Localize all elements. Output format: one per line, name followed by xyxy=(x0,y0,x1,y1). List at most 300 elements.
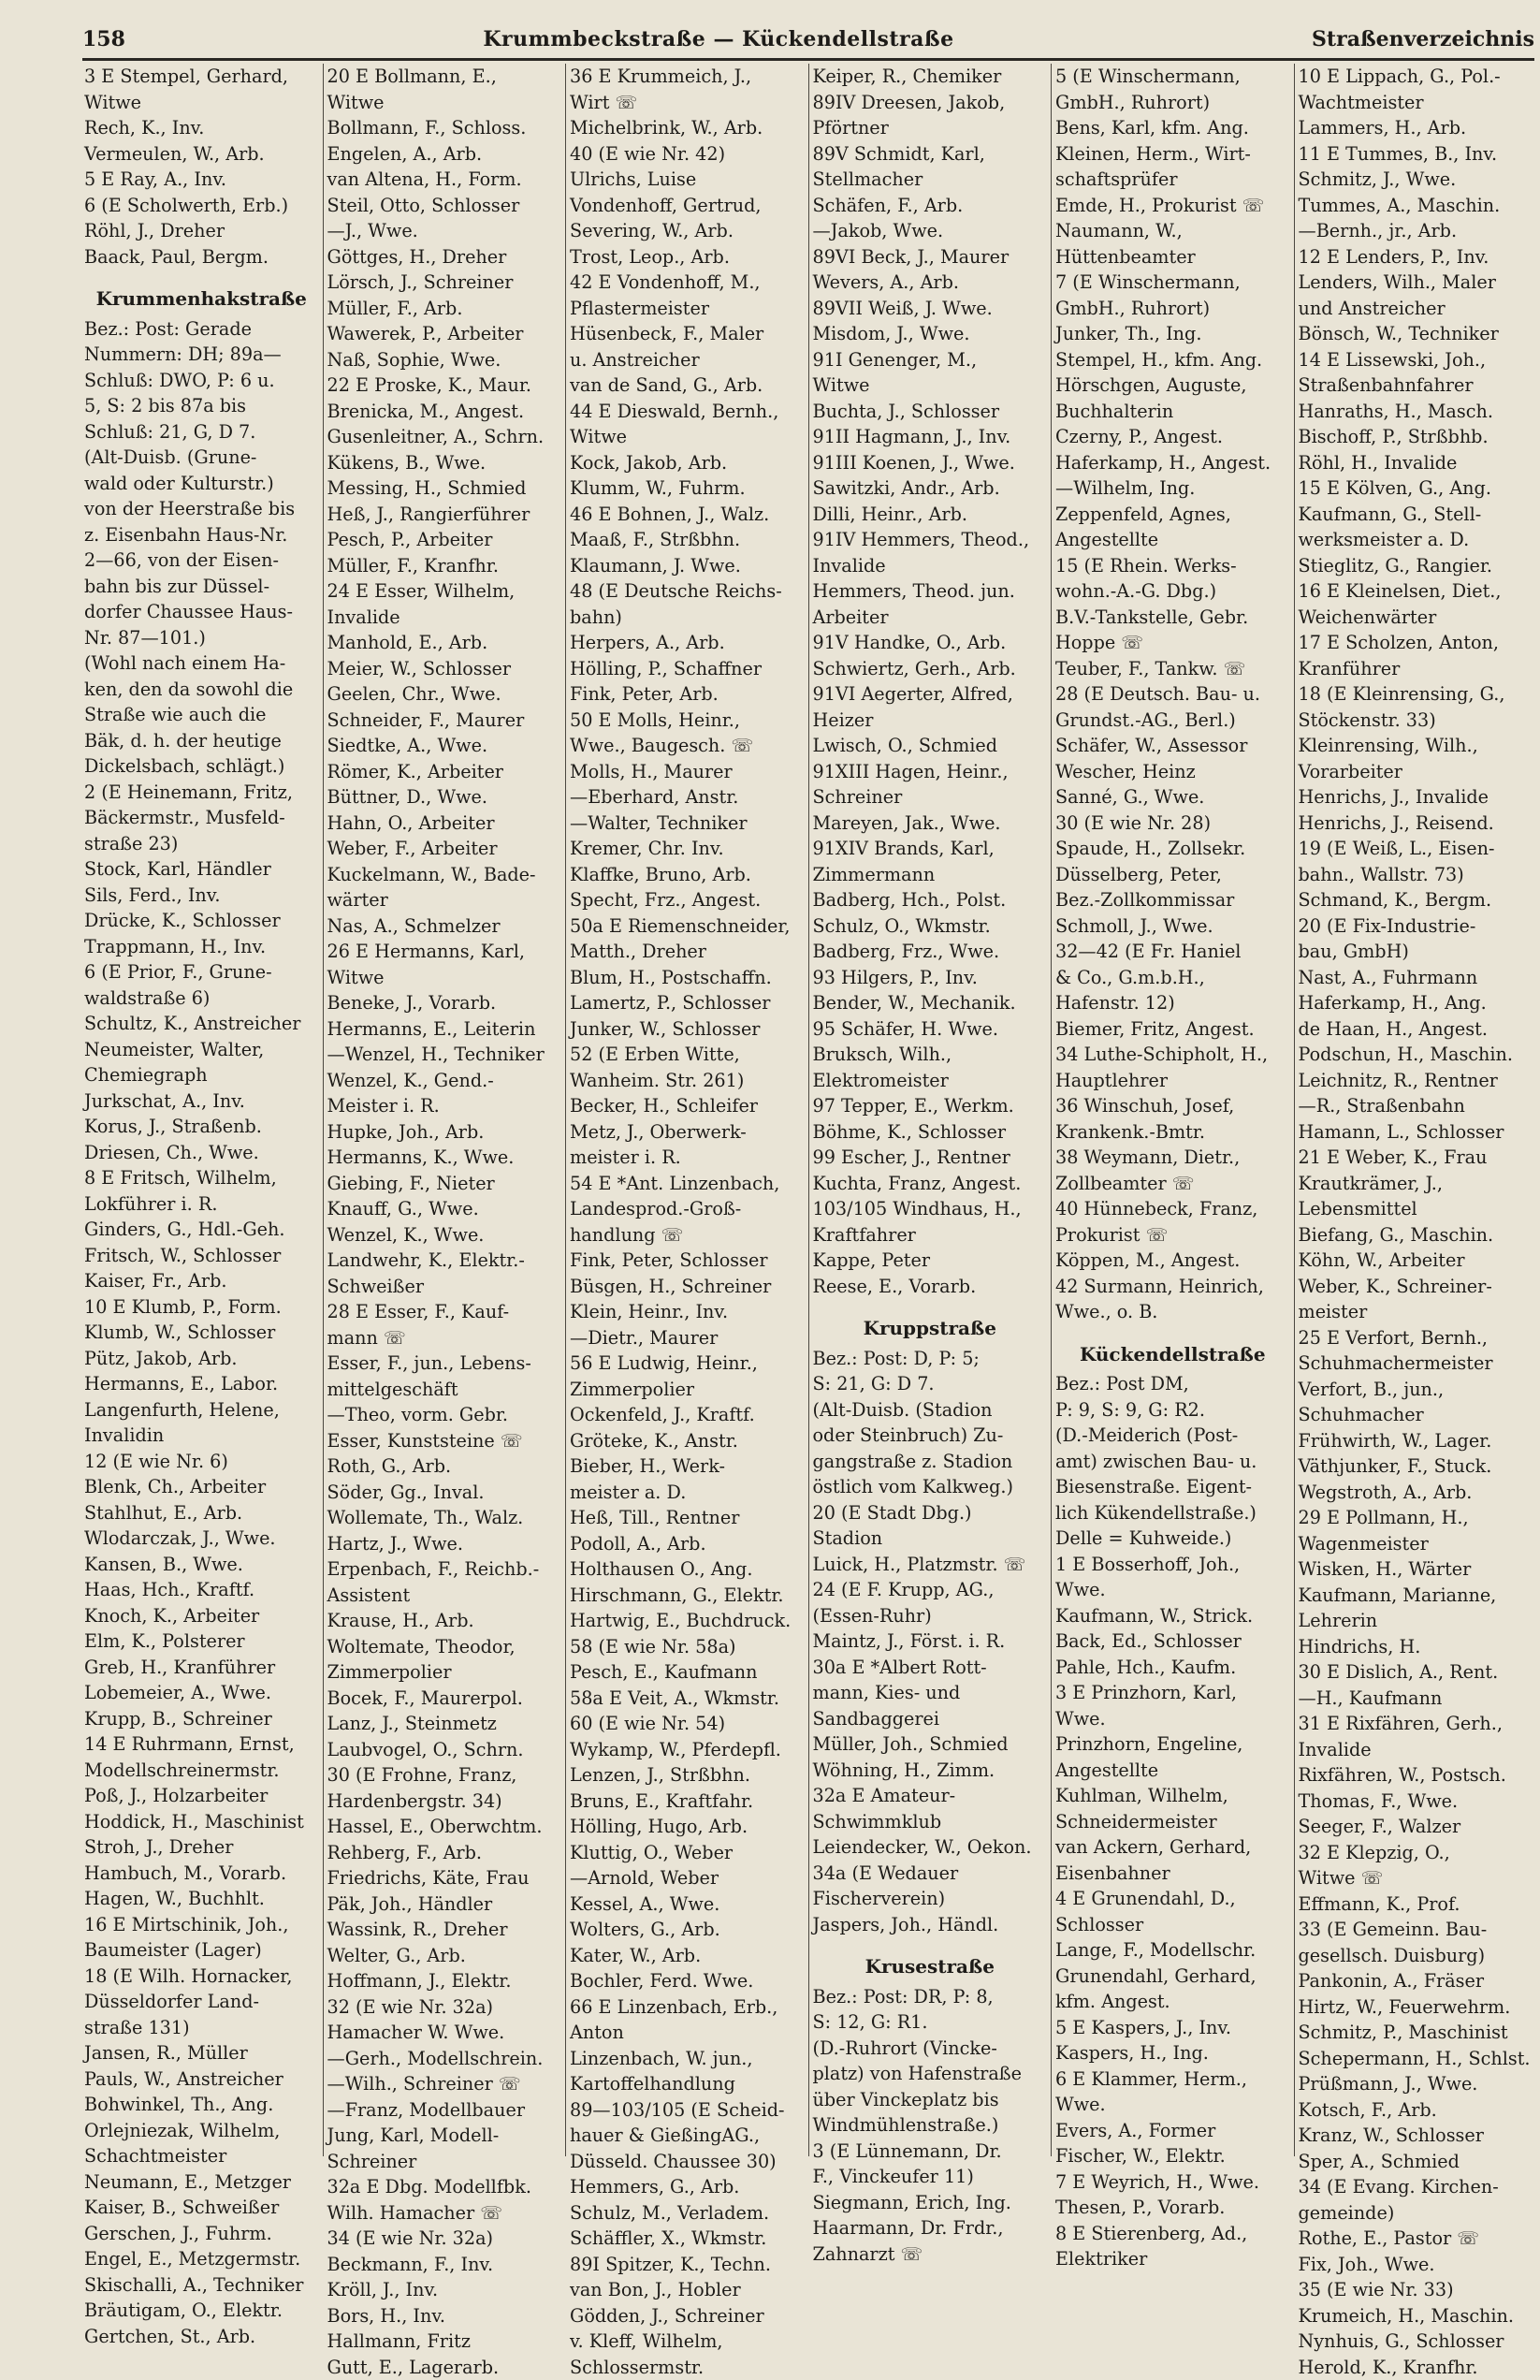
directory-entry: Stöckenstr. 33) xyxy=(1299,708,1533,734)
directory-entry: 26 E Hermanns, Karl, xyxy=(327,939,562,965)
directory-entry: Röhl, J., Dreher xyxy=(84,218,319,244)
directory-entry: Naumann, W., xyxy=(1055,218,1290,244)
directory-entry: Wolters, G., Arb. xyxy=(570,1917,805,1943)
directory-entry: Schweißer xyxy=(327,1274,562,1300)
directory-entry: Schwiertz, Gerh., Arb. xyxy=(813,656,1048,682)
directory-entry: Zeppenfeld, Agnes, xyxy=(1055,502,1290,528)
directory-entry: 58 (E wie Nr. 58a) xyxy=(570,1634,805,1660)
directory-entry: 42 E Vondenhoff, M., xyxy=(570,270,805,296)
directory-entry: Anton xyxy=(570,2020,805,2046)
directory-entry: 44 E Dieswald, Bernh., xyxy=(570,399,805,425)
directory-entry: Modellschreinermstr. xyxy=(84,1758,319,1784)
directory-entry: (Alt-Duisb. (Grune- xyxy=(84,445,319,471)
directory-entry: Landesprod.-Groß- xyxy=(570,1196,805,1222)
directory-entry: Mareyen, Jak., Wwe. xyxy=(813,810,1048,837)
directory-entry: van de Sand, G., Arb. xyxy=(570,372,805,399)
directory-entry: Hamacher W. Wwe. xyxy=(327,2020,562,2046)
page-title: Krummbeckstraße — Kückendellstraße xyxy=(483,27,953,51)
directory-entry: Hallmann, Fritz xyxy=(327,2329,562,2355)
directory-entry: Nummern: DH; 89a— xyxy=(84,342,319,368)
directory-entry: 32a E Dbg. Modellfbk. xyxy=(327,2174,562,2200)
directory-entry: hauer & GießingAG., xyxy=(570,2123,805,2149)
directory-entry: Hagen, W., Buchhlt. xyxy=(84,1886,319,1912)
directory-entry: Schmitz, J., Wwe. xyxy=(1299,167,1533,193)
directory-entry: 91VI Aegerter, Alfred, xyxy=(813,681,1048,708)
directory-entry: Kotsch, F., Arb. xyxy=(1299,2097,1533,2124)
directory-entry: Schäffler, X., Wkmstr. xyxy=(570,2226,805,2252)
directory-entry: 12 E Lenders, P., Inv. xyxy=(1299,244,1533,270)
directory-entry: 91IV Hemmers, Theod., xyxy=(813,527,1048,553)
directory-entry: Wescher, Heinz xyxy=(1055,759,1290,785)
directory-entry: Gröteke, K., Anstr. xyxy=(570,1428,805,1454)
directory-entry: 10 E Lippach, G., Pol.- xyxy=(1299,64,1533,90)
directory-entry: 24 E Esser, Wilhelm, xyxy=(327,578,562,605)
directory-entry: Jung, Karl, Modell- xyxy=(327,2123,562,2149)
directory-entry: Wlodarczak, J., Wwe. xyxy=(84,1526,319,1552)
directory-entry: Neumann, E., Metzger xyxy=(84,2169,319,2196)
directory-entry: Witwe ☏ xyxy=(1299,1865,1533,1891)
directory-entry: (Alt-Duisb. (Stadion xyxy=(813,1397,1048,1424)
directory-entry: Hafenstr. 12) xyxy=(1055,990,1290,1016)
directory-entry: Witwe xyxy=(327,90,562,116)
directory-entry: Schachtmeister xyxy=(84,2143,319,2169)
directory-entry: Kaufmann, G., Stell- xyxy=(1299,502,1533,528)
directory-entry: Invalide xyxy=(327,605,562,631)
directory-entry: 6 (E Scholwerth, Erb.) xyxy=(84,193,319,219)
directory-entry: Blenk, Ch., Arbeiter xyxy=(84,1474,319,1500)
directory-entry: Leiendecker, W., Oekon. xyxy=(813,1834,1048,1861)
directory-entry: Wenzel, K., Gend.- xyxy=(327,1068,562,1094)
directory-entry: 91II Hagmann, J., Inv. xyxy=(813,424,1048,450)
directory-entry: werksmeister a. D. xyxy=(1299,527,1533,553)
directory-entry: Kessel, A., Wwe. xyxy=(570,1891,805,1918)
directory-entry: 32 E Klepzig, O., xyxy=(1299,1840,1533,1866)
directory-entry: Dickelsbach, schlägt.) xyxy=(84,753,319,780)
directory-entry: Bruns, E., Kraftfahr. xyxy=(570,1789,805,1815)
street-heading: Krusestraße xyxy=(813,1954,1048,1980)
directory-entry: Herpers, A., Arb. xyxy=(570,630,805,656)
directory-entry: Blum, H., Postschaffn. xyxy=(570,965,805,991)
directory-entry: Lokführer i. R. xyxy=(84,1191,319,1218)
directory-entry: Nynhuis, G., Schlosser xyxy=(1299,2329,1533,2355)
directory-entry: 95 Schäfer, H. Wwe. xyxy=(813,1016,1048,1043)
directory-entry: 21 E Weber, K., Frau xyxy=(1299,1145,1533,1171)
directory-entry: Angestellte xyxy=(1055,527,1290,553)
directory-entry: 60 (E wie Nr. 54) xyxy=(570,1711,805,1737)
directory-entry: Thesen, P., Vorarb. xyxy=(1055,2195,1290,2221)
directory-entry: Prüßmann, J., Wwe. xyxy=(1299,2071,1533,2097)
directory-entry: 50 E Molls, Heinr., xyxy=(570,708,805,734)
directory-entry: Arbeiter xyxy=(813,605,1048,631)
directory-entry: v. Kleff, Wilhelm, xyxy=(570,2329,805,2355)
directory-entry: Wevers, A., Arb. xyxy=(813,270,1048,296)
directory-entry: 15 (E Rhein. Werks- xyxy=(1055,553,1290,579)
directory-entry: Bäk, d. h. der heutige xyxy=(84,728,319,754)
directory-entry: 34a (E Wedauer xyxy=(813,1861,1048,1887)
directory-entry: Pesch, P., Arbeiter xyxy=(327,527,562,553)
directory-entry: 5 E Kaspers, J., Inv. xyxy=(1055,2015,1290,2041)
directory-entry: Klumm, W., Fuhrm. xyxy=(570,475,805,502)
directory-entry: 89VI Beck, J., Maurer xyxy=(813,244,1048,270)
directory-entry: Bruksch, Wilh., xyxy=(813,1042,1048,1068)
directory-entry: Knoch, K., Arbeiter xyxy=(84,1603,319,1629)
directory-entry: östlich vom Kalkweg.) xyxy=(813,1474,1048,1500)
directory-entry: Hardenbergstr. 34) xyxy=(327,1789,562,1815)
directory-entry: Wanheim. Str. 261) xyxy=(570,1068,805,1094)
directory-entry: Kleinrensing, Wilh., xyxy=(1299,733,1533,759)
directory-entry: Korus, J., Straßenb. xyxy=(84,1114,319,1140)
directory-entry: Biefang, G., Maschin. xyxy=(1299,1222,1533,1248)
directory-entry: Schlossermstr. xyxy=(570,2355,805,2380)
directory-entry: Hüttenbeamter xyxy=(1055,244,1290,270)
directory-entry: Wwe., o. B. xyxy=(1055,1299,1290,1325)
directory-entry: Bochler, Ferd. Wwe. xyxy=(570,1968,805,1994)
directory-entry: Gödden, J., Schreiner xyxy=(570,2303,805,2329)
directory-entry: Metz, J., Oberwerk- xyxy=(570,1119,805,1146)
directory-entry: Hartz, J., Wwe. xyxy=(327,1531,562,1557)
directory-entry: Bender, W., Mechanik. xyxy=(813,990,1048,1016)
directory-entry: Pflastermeister xyxy=(570,296,805,322)
directory-entry: Thomas, F., Wwe. xyxy=(1299,1789,1533,1815)
directory-entry: Fischerverein) xyxy=(813,1886,1048,1912)
directory-entry: ken, den da sowohl die xyxy=(84,677,319,703)
column-4 xyxy=(809,64,1053,2156)
directory-entry: Wöhning, H., Zimm. xyxy=(813,1758,1048,1784)
directory-entry: Heizer xyxy=(813,708,1048,734)
directory-entry: 35 (E wie Nr. 33) xyxy=(1299,2277,1533,2303)
directory-entry: Driesen, Ch., Wwe. xyxy=(84,1140,319,1166)
directory-entry: Meister i. R. xyxy=(327,1093,562,1119)
directory-entry: 17 E Scholzen, Anton, xyxy=(1299,630,1533,656)
directory-entry: Kraftfahrer xyxy=(813,1222,1048,1248)
directory-entry: Fix, Joh., Wwe. xyxy=(1299,2252,1533,2278)
directory-entry: 93 Hilgers, P., Inv. xyxy=(813,965,1048,991)
directory-entry: 28 E Esser, F., Kauf- xyxy=(327,1299,562,1325)
directory-entry: 32a E Amateur- xyxy=(813,1783,1048,1809)
directory-entry: 36 E Krummeich, J., xyxy=(570,64,805,90)
directory-entry: Prokurist ☏ xyxy=(1055,1222,1290,1248)
directory-entry: gemeinde) xyxy=(1299,2200,1533,2227)
directory-entry: Wykamp, W., Pferdepfl. xyxy=(570,1737,805,1763)
directory-entry: Wollemate, Th., Walz. xyxy=(327,1505,562,1531)
directory-entry: Lebensmittel xyxy=(1299,1196,1533,1222)
directory-entry: (D.-Meiderich (Post- xyxy=(1055,1423,1290,1449)
directory-entry: Henrichs, J., Invalide xyxy=(1299,784,1533,810)
directory-entry: 33 (E Gemeinn. Bau- xyxy=(1299,1917,1533,1943)
directory-entry: über Vinckeplatz bis xyxy=(813,2087,1048,2113)
directory-entry: Pahle, Hch., Kaufm. xyxy=(1055,1655,1290,1681)
directory-entry: mann ☏ xyxy=(327,1325,562,1351)
directory-entry: 89I Spitzer, K., Techn. xyxy=(570,2252,805,2278)
directory-entry: 91III Koenen, J., Wwe. xyxy=(813,450,1048,476)
directory-entry: Hamann, L., Schlosser xyxy=(1299,1119,1533,1146)
directory-entry: meister i. R. xyxy=(570,1145,805,1171)
directory-entry: Jansen, R., Müller xyxy=(84,2040,319,2066)
directory-entry: 46 E Bohnen, J., Walz. xyxy=(570,502,805,528)
directory-entry: Stieglitz, G., Rangier. xyxy=(1299,553,1533,579)
directory-entry: 14 E Lissewski, Joh., xyxy=(1299,347,1533,373)
directory-entry: B.V.-Tankstelle, Gebr. xyxy=(1055,605,1290,631)
directory-entry: GmbH., Ruhrort) xyxy=(1055,296,1290,322)
directory-entry: Haarmann, Dr. Frdr., xyxy=(813,2215,1048,2241)
directory-entry: —Theo, vorm. Gebr. xyxy=(327,1402,562,1428)
directory-entry: gesellsch. Duisburg) xyxy=(1299,1943,1533,1969)
directory-entry: Kröll, J., Inv. xyxy=(327,2277,562,2303)
directory-entry: Müller, F., Kranfhr. xyxy=(327,553,562,579)
directory-entry: —Jakob, Wwe. xyxy=(813,218,1048,244)
directory-entry: 91XIV Brands, Karl, xyxy=(813,836,1048,862)
directory-entry: Grunendahl, Gerhard, xyxy=(1055,1964,1290,1990)
directory-entry: Kappe, Peter xyxy=(813,1248,1048,1274)
directory-entry: Lanz, J., Steinmetz xyxy=(327,1711,562,1737)
directory-entry: Kaiser, Fr., Arb. xyxy=(84,1268,319,1294)
directory-entry: 30 (E wie Nr. 28) xyxy=(1055,810,1290,837)
directory-entry: waldstraße 6) xyxy=(84,986,319,1012)
column-2 xyxy=(324,64,567,2156)
directory-entry: Schlosser xyxy=(1055,1912,1290,1938)
directory-entry: Zimmerpolier xyxy=(327,1659,562,1686)
directory-entry: —H., Kaufmann xyxy=(1299,1686,1533,1712)
directory-entry: Leichnitz, R., Rentner xyxy=(1299,1068,1533,1094)
directory-entry: Wachtmeister xyxy=(1299,90,1533,116)
directory-entry: u. Anstreicher xyxy=(570,347,805,373)
directory-entry: Zimmermann xyxy=(813,862,1048,888)
directory-entry: 5 (E Winschermann, xyxy=(1055,64,1290,90)
directory-entry: Bez.: Post DM, xyxy=(1055,1371,1290,1397)
directory-entry: 42 Surmann, Heinrich, xyxy=(1055,1274,1290,1300)
directory-entry: Kaufmann, W., Strick. xyxy=(1055,1603,1290,1629)
directory-entry: meister xyxy=(1299,1299,1533,1325)
directory-entry: Schneidermeister xyxy=(1055,1809,1290,1835)
directory-entry: Müller, F., Arb. xyxy=(327,296,562,322)
directory-entry: Schulz, O., Wkmstr. xyxy=(813,913,1048,940)
directory-entry: Invalide xyxy=(813,553,1048,579)
directory-entry: Schepermann, H., Schlst. xyxy=(1299,2046,1533,2072)
directory-entry: Manhold, E., Arb. xyxy=(327,630,562,656)
directory-entry: 1 E Bosserhoff, Joh., xyxy=(1055,1552,1290,1578)
directory-entry: Kükens, B., Wwe. xyxy=(327,450,562,476)
directory-entry: Back, Ed., Schlosser xyxy=(1055,1628,1290,1655)
directory-entry: —Arnold, Weber xyxy=(570,1865,805,1891)
directory-entry: Fritsch, W., Schlosser xyxy=(84,1243,319,1269)
directory-entry: Engelen, A., Arb. xyxy=(327,141,562,168)
directory-entry: Pauls, W., Anstreicher xyxy=(84,2066,319,2093)
directory-entry: 36 Winschuh, Josef, xyxy=(1055,1093,1290,1119)
directory-entry: 30 E Dislich, A., Rent. xyxy=(1299,1659,1533,1686)
directory-entry: 91I Genenger, M., xyxy=(813,347,1048,373)
directory-entry: Schreiner xyxy=(327,2149,562,2175)
directory-entry: Kuckelmann, W., Bade- xyxy=(327,862,562,888)
directory-entry: Krankenk.-Bmtr. xyxy=(1055,1119,1290,1146)
directory-entry: Kaufmann, Marianne, xyxy=(1299,1583,1533,1609)
directory-entry: handlung ☏ xyxy=(570,1222,805,1248)
directory-entry: 11 E Tummes, B., Inv. xyxy=(1299,141,1533,168)
directory-entry: Pankonin, A., Fräser xyxy=(1299,1968,1533,1994)
directory-entry: Lamertz, P., Schlosser xyxy=(570,990,805,1016)
directory-entry: Landwehr, K., Elektr.- xyxy=(327,1248,562,1274)
directory-entry: Witwe xyxy=(84,90,319,116)
directory-entry: straße 23) xyxy=(84,831,319,857)
directory-entry: —Wilh., Schreiner ☏ xyxy=(327,2071,562,2097)
directory-entry: Fischer, W., Elektr. xyxy=(1055,2143,1290,2169)
directory-entry: 22 E Proske, K., Maur. xyxy=(327,372,562,399)
directory-entry: Heß, J., Rangierführer xyxy=(327,502,562,528)
directory-entry: Hirtz, W., Feuerwehrm. xyxy=(1299,1994,1533,2021)
directory-entry: 14 E Ruhrmann, Ernst, xyxy=(84,1731,319,1758)
directory-entry: 28 (E Deutsch. Bau- u. xyxy=(1055,681,1290,708)
directory-entry: Hoddick, H., Maschinist xyxy=(84,1809,319,1835)
directory-entry: lich Kükendellstraße.) xyxy=(1055,1500,1290,1526)
directory-entry: Esser, Kunststeine ☏ xyxy=(327,1428,562,1454)
directory-entry: Siedtke, A., Wwe. xyxy=(327,733,562,759)
directory-entry: Päk, Joh., Händler xyxy=(327,1891,562,1918)
directory-entry: Gerschen, J., Fuhrm. xyxy=(84,2221,319,2247)
directory-entry: 6 (E Prior, F., Grune- xyxy=(84,959,319,986)
directory-entry: S: 12, G: R1. xyxy=(813,2009,1048,2036)
directory-entry: Straße wie auch die xyxy=(84,702,319,728)
directory-entry: Podoll, A., Arb. xyxy=(570,1531,805,1557)
directory-entry: Fink, Peter, Arb. xyxy=(570,681,805,708)
directory-entry: Jurkschat, A., Inv. xyxy=(84,1088,319,1115)
directory-entry: Heß, Till., Rentner xyxy=(570,1505,805,1531)
street-heading: Kückendellstraße xyxy=(1055,1342,1290,1368)
directory-entry: van Ackern, Gerhard, xyxy=(1055,1834,1290,1861)
directory-entry: Nast, A., Fuhrmann xyxy=(1299,965,1533,991)
directory-entry: Bocek, F., Maurerpol. xyxy=(327,1686,562,1712)
directory-entry: 5, S: 2 bis 87a bis xyxy=(84,393,319,419)
directory-entry: Michelbrink, W., Arb. xyxy=(570,115,805,141)
directory-entry: straße 131) xyxy=(84,2015,319,2041)
directory-entry: Assistent xyxy=(327,1583,562,1609)
directory-entry: Seeger, F., Walzer xyxy=(1299,1814,1533,1840)
directory-entry: Meier, W., Schlosser xyxy=(327,656,562,682)
directory-entry: Bollmann, F., Schloss. xyxy=(327,115,562,141)
directory-entry: 103/105 Windhaus, H., xyxy=(813,1196,1048,1222)
directory-entry: Haferkamp, H., Ang. xyxy=(1299,990,1533,1016)
directory-entry: —Gerh., Modellschrein. xyxy=(327,2046,562,2072)
directory-entry: Buchta, J., Schlosser xyxy=(813,399,1048,425)
directory-entry: Vermeulen, W., Arb. xyxy=(84,141,319,168)
directory-entry: —Bernh., jr., Arb. xyxy=(1299,218,1533,244)
directory-entry: amt) zwischen Bau- u. xyxy=(1055,1449,1290,1475)
directory-entry: Gutt, E., Lagerarb. xyxy=(327,2355,562,2380)
column-3 xyxy=(566,64,809,2156)
directory-entry: Klaffke, Bruno, Arb. xyxy=(570,862,805,888)
directory-entry: Schmitz, P., Maschinist xyxy=(1299,2020,1533,2046)
directory-entry: 56 E Ludwig, Heinr., xyxy=(570,1351,805,1377)
directory-entry: Bez.: Post: D, P: 5; xyxy=(813,1346,1048,1372)
directory-entry: 50a E Riemenschneider, xyxy=(570,913,805,940)
directory-entry: Becker, H., Schleifer xyxy=(570,1093,805,1119)
directory-entry: Bischoff, P., Strßbhb. xyxy=(1299,424,1533,450)
directory-entry: Sawitzki, Andr., Arb. xyxy=(813,475,1048,502)
directory-entry: 4 E Grunendahl, D., xyxy=(1055,1886,1290,1912)
directory-entry: Wwe. xyxy=(1055,2092,1290,2118)
directory-entry: Friedrichs, Käte, Frau xyxy=(327,1865,562,1891)
directory-entry: Sper, A., Schmied xyxy=(1299,2149,1533,2175)
directory-entry: Wisken, H., Wärter xyxy=(1299,1556,1533,1583)
directory-entry: —Franz, Modellbauer xyxy=(327,2097,562,2124)
directory-entry: Maaß, F., Strßbhn. xyxy=(570,527,805,553)
directory-entry: Hindrichs, H. xyxy=(1299,1634,1533,1660)
directory-entry: Orlejniezak, Wilhelm, xyxy=(84,2118,319,2144)
directory-entry: & Co., G.m.b.H., xyxy=(1055,965,1290,991)
directory-entry: Weichenwärter xyxy=(1299,605,1533,631)
directory-entry: Verfort, B., jun., xyxy=(1299,1377,1533,1403)
directory-entry: Invalidin xyxy=(84,1423,319,1449)
directory-entry: Herold, K., Kranfhr. xyxy=(1299,2355,1533,2380)
directory-entry: Poß, J., Holzarbeiter xyxy=(84,1783,319,1809)
directory-entry: Witwe xyxy=(327,965,562,991)
directory-entry: Severing, W., Arb. xyxy=(570,218,805,244)
directory-entry: Keiper, R., Chemiker xyxy=(813,64,1048,90)
directory-entry: Schulz, M., Verladem. xyxy=(570,2200,805,2227)
directory-entry: —J., Wwe. xyxy=(327,218,562,244)
directory-entry: —Wilhelm, Ing. xyxy=(1055,475,1290,502)
directory-entry: Krumeich, H., Maschin. xyxy=(1299,2303,1533,2329)
directory-entry: Engel, E., Metzgermstr. xyxy=(84,2246,319,2272)
directory-entry: Straßenbahnfahrer xyxy=(1299,372,1533,399)
directory-entry: —Dietr., Maurer xyxy=(570,1325,805,1351)
directory-entry: 38 Weymann, Dietr., xyxy=(1055,1145,1290,1171)
directory-entry: Schneider, F., Maurer xyxy=(327,708,562,734)
directory-entry: oder Steinbruch) Zu- xyxy=(813,1423,1048,1449)
directory-entry: mittelgeschäft xyxy=(327,1377,562,1403)
directory-entry: Weber, F., Arbeiter xyxy=(327,836,562,862)
directory-entry: —Walter, Techniker xyxy=(570,810,805,837)
directory-entry: Wilh. Hamacher ☏ xyxy=(327,2200,562,2227)
directory-entry: Badberg, Hch., Polst. xyxy=(813,887,1048,913)
directory-entry: 91V Handke, O., Arb. xyxy=(813,630,1048,656)
directory-entry: Haas, Hch., Kraftf. xyxy=(84,1577,319,1603)
directory-entry: Weber, K., Schreiner- xyxy=(1299,1274,1533,1300)
directory-entry: Beneke, J., Vorarb. xyxy=(327,990,562,1016)
directory-entry: Pförtner xyxy=(813,115,1048,141)
directory-entry: Neumeister, Walter, xyxy=(84,1037,319,1063)
directory-entry: schaftsprüfer xyxy=(1055,167,1290,193)
directory-entry: Zahnarzt ☏ xyxy=(813,2241,1048,2268)
directory-entry: bahn) xyxy=(570,605,805,631)
directory-entry: 7 E Weyrich, H., Wwe. xyxy=(1055,2169,1290,2196)
directory-entry: Welter, G., Arb. xyxy=(327,1943,562,1969)
directory-entry: Beckmann, F., Inv. xyxy=(327,2252,562,2278)
directory-entry: 32—42 (E Fr. Haniel xyxy=(1055,939,1290,965)
directory-entry: Tummes, A., Maschin. xyxy=(1299,193,1533,219)
directory-entry: Greb, H., Kranführer xyxy=(84,1655,319,1681)
directory-entry: 34 (E wie Nr. 32a) xyxy=(327,2226,562,2252)
directory-entry: Lehrerin xyxy=(1299,1608,1533,1634)
directory-entry: Hambuch, M., Vorarb. xyxy=(84,1861,319,1887)
directory-entry: wald oder Kulturstr.) xyxy=(84,471,319,497)
directory-entry: Evers, A., Former xyxy=(1055,2118,1290,2144)
directory-entry: Brenicka, M., Angest. xyxy=(327,399,562,425)
directory-entry: Pesch, E., Kaufmann xyxy=(570,1659,805,1686)
directory-entry: Laubvogel, O., Schrn. xyxy=(327,1737,562,1763)
directory-entry: Ockenfeld, J., Kraftf. xyxy=(570,1402,805,1428)
directory-entry: Junker, W., Schlosser xyxy=(570,1016,805,1043)
directory-entry: Hirschmann, G., Elektr. xyxy=(570,1583,805,1609)
directory-entry: Esser, F., jun., Lebens- xyxy=(327,1351,562,1377)
directory-entry: 6 E Klammer, Herm., xyxy=(1055,2066,1290,2093)
directory-entry: Wagenmeister xyxy=(1299,1531,1533,1557)
directory-entry: Vondenhoff, Gertrud, xyxy=(570,193,805,219)
directory-entry: Stempel, H., kfm. Ang. xyxy=(1055,347,1290,373)
directory-entry: Klumb, W., Schlosser xyxy=(84,1320,319,1346)
directory-entry: Grundst.-AG., Berl.) xyxy=(1055,708,1290,734)
directory-entry: 20 (E Stadt Dbg.) xyxy=(813,1500,1048,1526)
directory-entry: Schmand, K., Bergm. xyxy=(1299,887,1533,913)
directory-entry: Bohwinkel, Th., Ang. xyxy=(84,2092,319,2118)
